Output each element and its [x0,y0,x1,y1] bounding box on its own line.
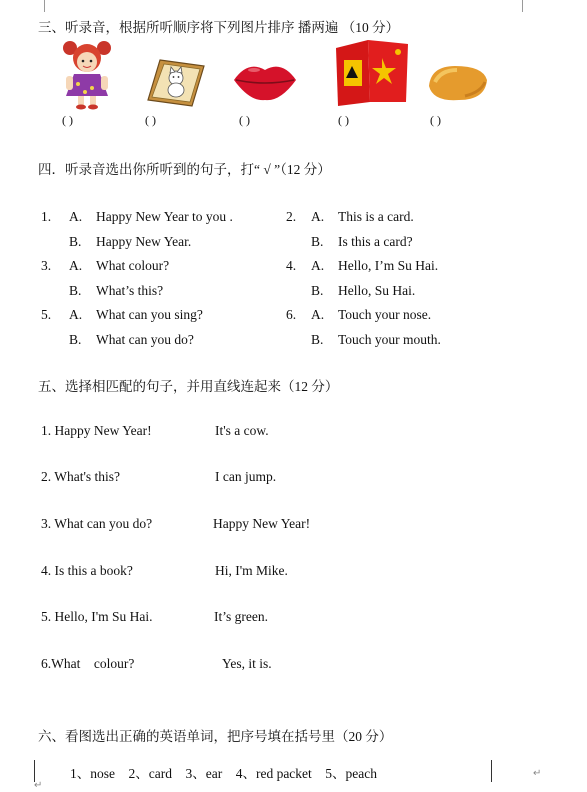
section4-title: 四．听录音选出你所听到的句子，打“ √ ”（12 分） [38,162,331,177]
q2-option-b-letter: B. [311,234,324,249]
crop-mark-top-right [522,0,533,12]
q4-number: 4. [286,258,297,273]
q6-option-a-letter: A. [311,307,325,322]
section5-title: 五、选择相匹配的句子，并用直线连起来（12 分） [38,379,339,394]
q5-option-a[interactable]: What can you sing? [96,307,203,322]
mango-icon [425,60,491,104]
picture-5-blank[interactable]: ( ) [430,113,441,127]
match-right-4[interactable]: Hi, I'm Mike. [215,563,288,578]
match-left-4[interactable]: 4. Is this a book? [41,563,133,578]
q1-option-a[interactable]: Happy New Year to you . [96,209,233,224]
match-left-5[interactable]: 5. Hello, I'm Su Hai. [41,609,153,624]
q5-option-a-letter: A. [69,307,83,322]
greeting-card-icon [334,38,410,106]
q2-option-b[interactable]: Is this a card? [338,234,413,249]
match-left-3[interactable]: 3. What can you do? [41,516,153,531]
lips-icon [232,58,298,104]
q6-option-a[interactable]: Touch your nose. [338,307,432,322]
match-left-2[interactable]: 2. What's this? [41,469,121,484]
match-right-6[interactable]: Yes, it is. [222,656,272,671]
q1-option-b-letter: B. [69,234,82,249]
q6-number: 6. [286,307,297,322]
match-right-2[interactable]: I can jump. [215,469,277,484]
q4-option-b-letter: B. [311,283,324,298]
picture-1-blank[interactable]: ( ) [62,113,73,127]
q4-option-b[interactable]: Hello, Su Hai. [338,283,416,298]
q1-number: 1. [41,209,52,224]
crop-mark-top-left [34,0,45,12]
q4-option-a-letter: A. [311,258,325,273]
q6-option-b[interactable]: Touch your mouth. [338,332,441,347]
q1-option-b[interactable]: Happy New Year. [96,234,192,249]
paragraph-mark: ↵ [533,768,542,779]
match-left-1[interactable]: 1. Happy New Year! [41,423,152,438]
q1-option-a-letter: A. [69,209,83,224]
picture-2-blank[interactable]: ( ) [145,113,156,127]
q3-number: 3. [41,258,52,273]
q6-option-b-letter: B. [311,332,324,347]
q5-option-b-letter: B. [69,332,82,347]
q4-option-a[interactable]: Hello, I’m Su Hai. [338,258,439,273]
paragraph-mark-bottom: ↵ [34,780,43,791]
q2-option-a-letter: A. [311,209,325,224]
match-right-5[interactable]: It’s green. [214,609,268,624]
q3-option-a-letter: A. [69,258,83,273]
picture-4-blank[interactable]: ( ) [338,113,349,127]
q3-option-a[interactable]: What colour? [96,258,170,273]
q5-number: 5. [41,307,52,322]
q3-option-b[interactable]: What’s this? [96,283,164,298]
match-right-1[interactable]: It's a cow. [215,423,269,438]
q2-option-a[interactable]: This is a card. [338,209,414,224]
match-right-3[interactable]: Happy New Year! [213,516,311,531]
doll-icon [52,38,122,110]
section6-title: 六、看图选出正确的英语单词，把序号填在括号里（20 分） [38,729,393,744]
match-left-6[interactable]: 6.What colour? [41,656,135,671]
picture-3-blank[interactable]: ( ) [239,113,250,127]
section3-title: 三、听录音，根据所听顺序将下列图片排序 播两遍 （10 分） [38,20,400,35]
q2-number: 2. [286,209,297,224]
q3-option-b-letter: B. [69,283,82,298]
word-bank: 1、nose 2、card 3、ear 4、red packet 5、peach [70,766,378,781]
q5-option-b[interactable]: What can you do? [96,332,194,347]
cat-book-icon [146,58,206,108]
